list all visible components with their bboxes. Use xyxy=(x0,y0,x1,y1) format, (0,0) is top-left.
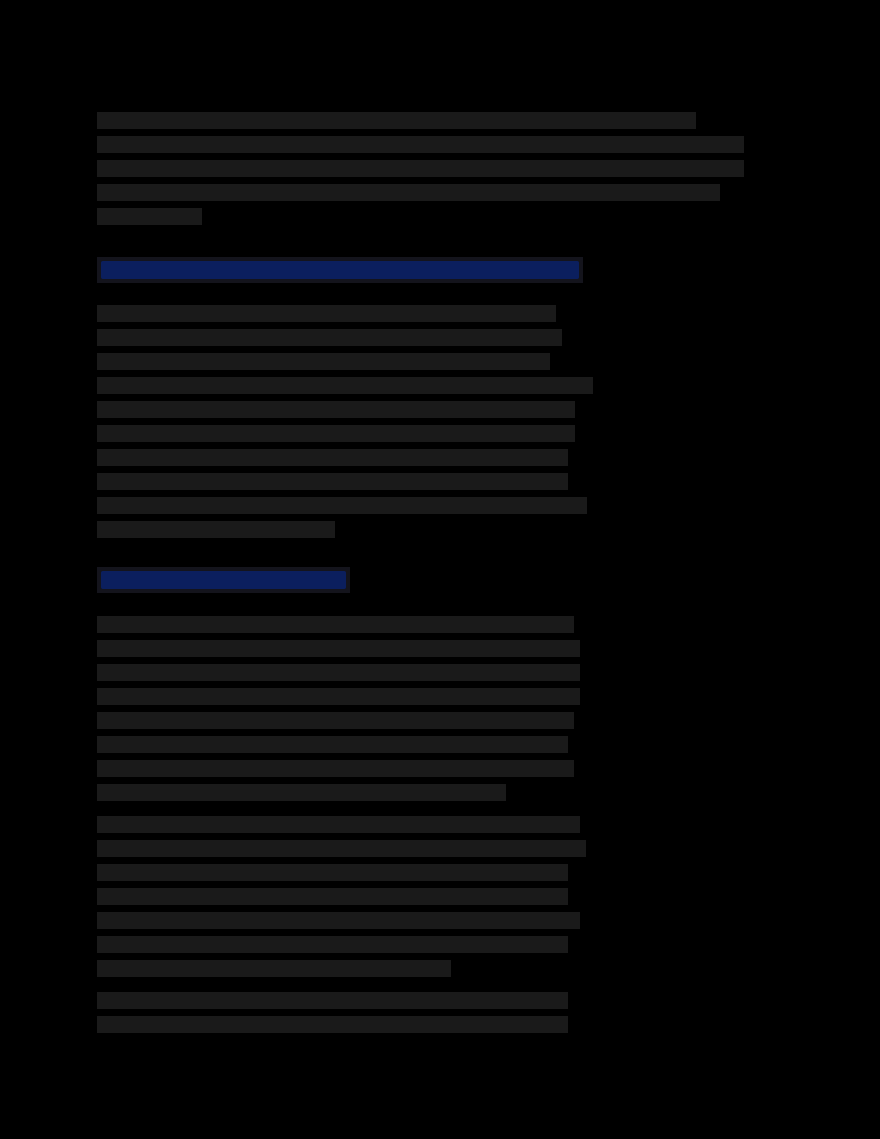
redacted-text-line xyxy=(97,864,568,881)
redacted-text-line xyxy=(97,377,593,394)
redacted-text-line xyxy=(97,760,574,777)
redacted-text-line xyxy=(97,521,335,538)
redacted-text-line xyxy=(97,473,568,490)
redacted-text-line xyxy=(97,1016,568,1033)
redacted-text-line xyxy=(97,497,587,514)
redacted-text-line xyxy=(97,160,744,177)
redacted-text-line xyxy=(97,640,580,657)
redacted-text-line xyxy=(97,184,720,201)
redacted-text-line xyxy=(97,888,568,905)
section-heading-2 xyxy=(97,567,350,593)
redacted-text-line xyxy=(97,208,202,225)
redacted-text-line xyxy=(97,960,451,977)
redacted-text-line xyxy=(97,616,574,633)
redacted-heading-text xyxy=(101,261,579,279)
redacted-text-line xyxy=(97,425,575,442)
redacted-text-line xyxy=(97,688,580,705)
redacted-text-line xyxy=(97,736,568,753)
redacted-text-line xyxy=(97,912,580,929)
redacted-text-line xyxy=(97,936,568,953)
redacted-text-line xyxy=(97,664,580,681)
heading-text xyxy=(101,571,102,572)
redacted-text-line xyxy=(97,816,580,833)
redacted-text-line xyxy=(97,136,744,153)
redacted-text-line xyxy=(97,992,568,1009)
redacted-text-line xyxy=(97,840,586,857)
redacted-text-line xyxy=(97,401,575,418)
heading-text xyxy=(101,261,102,262)
redacted-text-line xyxy=(97,329,562,346)
redacted-heading-text xyxy=(101,571,346,589)
redacted-text-line xyxy=(97,784,506,801)
redacted-text-line xyxy=(97,305,556,322)
redacted-text-line xyxy=(97,112,696,129)
section-heading-1 xyxy=(97,257,583,283)
redacted-text-line xyxy=(97,353,550,370)
redacted-text-line xyxy=(97,449,568,466)
redacted-text-line xyxy=(97,712,574,729)
